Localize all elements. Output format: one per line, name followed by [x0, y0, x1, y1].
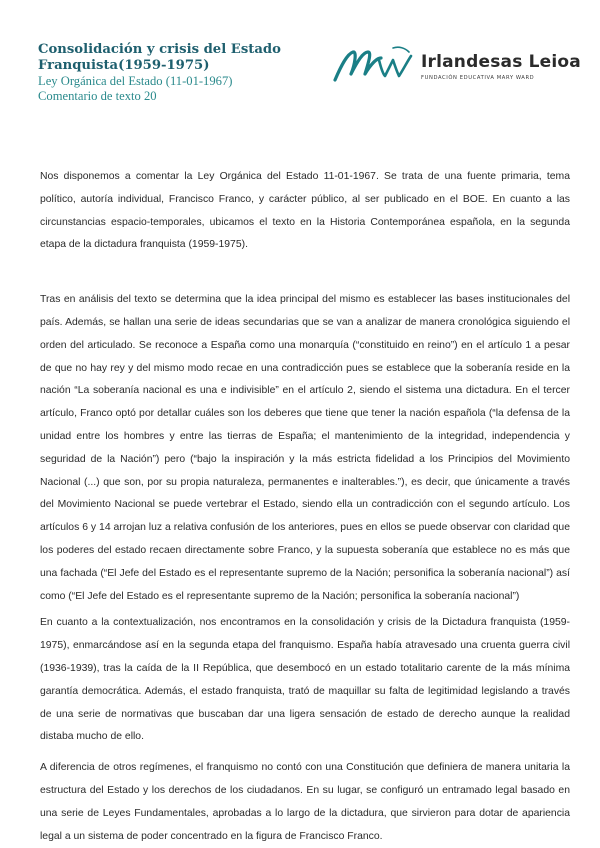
paragraph-context: En cuanto a la contextualización, nos encontramos en la consolidación y crisis de la Dictadura franquista (1959-1975), enmarcándose así en la segunda etapa del franquismo. España había atravesado una cruenta guerra civil (1936-1939), tras la caída de la II República, que desembocó en un estado totalitario carente de la más mínima garantía democrática. Además, el estado franquista, trató de maquillar su falta de legitimidad legislando a través de una serie de normativas que buscaban dar una ligera sensación de estado de derecho aunque la realidad distaba mucho de ello.: [40, 617, 570, 743]
title-block: [38, 42, 281, 104]
document-header: [38, 42, 581, 122]
mw-monogram-icon: [333, 44, 419, 86]
paragraph-legal-framework: A diferencia de otros regímenes, el franquismo no contó con una Constitución que definiera de manera unitaria la estructura del Estado y los derechos de los ciudadanos. En su lugar, se configuró un entramado legal basado en una serie de Leyes Fundamentales, aprobadas a lo largo de la dictadura, que sirvieron para dotar de apariencia legal a un sistema de poder concentrado en la figura de Francisco Franco.: [40, 762, 570, 842]
logo-name: Irlandesas Leioa: [421, 52, 581, 72]
document-subtitle-line1: Ley Orgánica del Estado (11-01-1967): [38, 74, 233, 88]
school-logo: [333, 44, 581, 84]
document-title-line2: Franquista(1959-1975): [38, 58, 210, 73]
paragraph-analysis: Tras en análisis del texto se determina que la idea principal del mismo es establecer las bases institucionales del país. Además, se hallan una serie de ideas secundarias que se van a analizar de manera cronológica siguiendo el orden del articulado. Se reconoce a España como una monarquía (“constituido en reino”) en el artículo 1 a pesar de que no hay rey y del mismo modo recae en una contradicción pues se establece que la soberanía reside en la nación “La soberanía nacional es una e indivisible” en el artículo 2, siendo el sistema una dictadura. En el tercer artículo, Franco optó por detallar cuáles son los deberes que tiene que tener la nación española (“la defensa de la unidad entre los hombres y entre las tierras de España; el mantenimiento de la integridad, independencia y seguridad de la Nación”) pero (“bajo la inspiración y la más estricta fidelidad a los Principios del Movimiento Nacional (...) que son, por su propia naturaleza, permanentes e inalterables.”), es decir, que únicamente a través del Movimiento Nacional se puede vertebrar el Estado, siendo ella un contradicción con el segundo artículo. Los artículos 6 y 14 arrojan luz a relativa confusión de los anteriores, pues en ellos se puede observar con claridad que los poderes del estado recaen directamente sobre Franco, y la supuesta soberanía que establece no es más que una fachada (“El Jefe del Estado es el representante supremo de la Nación; personifica la soberanía nacional”) así como (“El Jefe del Estado es el representante supremo de la Nación; personifica la soberanía nacional”): [40, 294, 570, 602]
document-subtitle-line2: Comentario de texto 20: [38, 89, 157, 103]
document-body: [40, 166, 570, 848]
document-title-line1: Consolidación y crisis del Estado: [38, 42, 281, 57]
paragraph-introduction: Nos disponemos a comentar la Ley Orgánica del Estado 11-01-1967. Se trata de una fuente primaria, tema político, autoría individual, Francisco Franco, y carácter público, al ser publicado en el BOE. En cuanto a las circunstancias espacio-temporales, ubicamos el texto en la Historia Contemporánea española, en la segunda etapa de la dictadura franquista (1959-1975).: [40, 171, 570, 251]
logo-tagline: FUNDACIÓN EDUCATIVA MARY WARD: [421, 75, 535, 81]
